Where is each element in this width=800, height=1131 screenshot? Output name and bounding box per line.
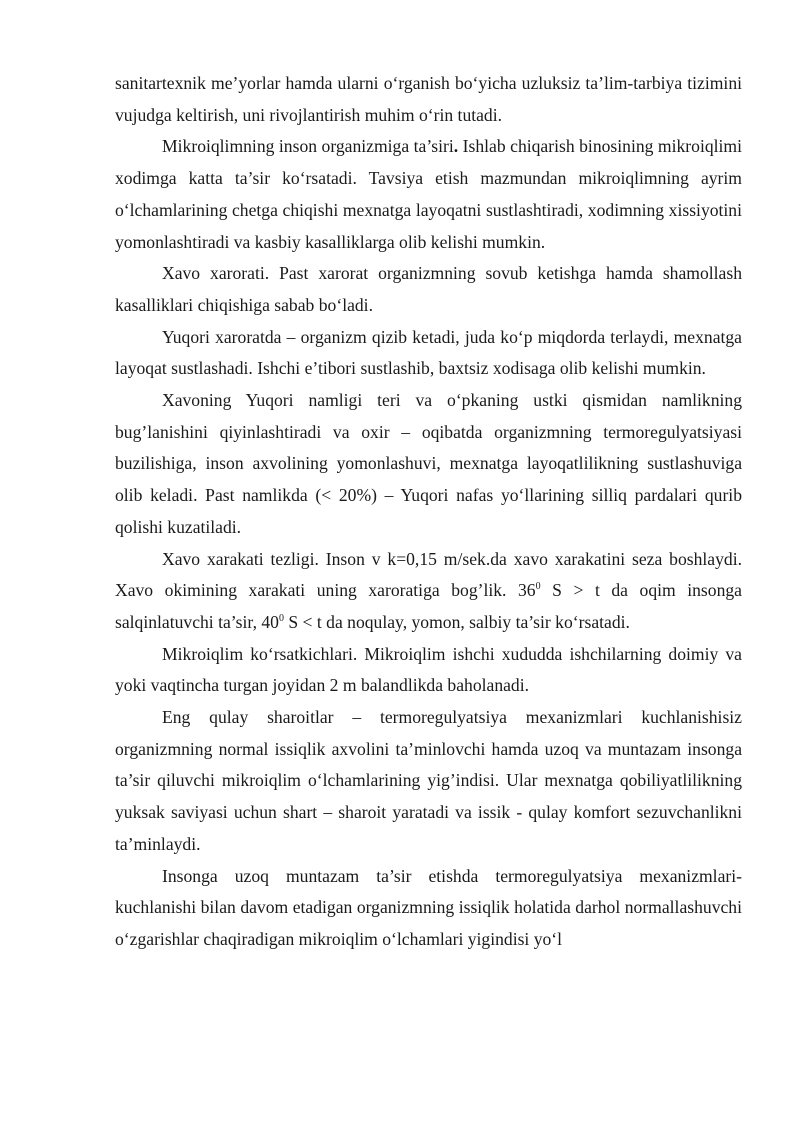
degree-superscript-1: 0 xyxy=(535,581,541,593)
paragraph-optimal-conditions: Eng qulay sharoitlar – termoregulyatsiya mexanizmlari kuchlanishisiz organizmning normal issiqlik axvolini ta’minlovchi hamda uzoq va muntazam insonga ta’sir qiluvchi mikroiqlim o‘lchamlarining yig’indisi. Ular mexnatga qobiliyatlilikning yuksak saviyasi uchun shart – sharoit yaratadi va issik - qulay komfort sezuvchanlikni ta’minlaydi. xyxy=(115,707,742,854)
paragraph-air-humidity: Xavoning Yuqori namligi teri va o‘pkaning ustki qismidan namlikning bug’lanishini qiyinlashtiradi va oxir – oqibatda organizmning termoregulyatsiyasi buzilishiga, inson axvolining yomonlashuvi, mexnatga layoqatlilikning sustlashuviga olib keladi. Past namlikda (< 20%) – Yuqori nafas yo‘llarining silliq pardalari qurib qolishi kuzatiladi. xyxy=(115,390,742,537)
document-page xyxy=(115,68,742,956)
paragraph-microclimate-effect xyxy=(115,131,742,258)
paragraph-permissible-conditions: Insonga uzoq muntazam ta’sir etishda termoregulyatsiya mexanizmlari-kuchlanishi bilan davom etadigan organizmning issiqlik holatida darhol normallashuvchi o‘zgarishlar chaqiradigan mikroiqlim o‘lchamlari yigindisi yo‘l xyxy=(115,865,742,949)
degree-superscript-2: 0 xyxy=(278,612,284,624)
air-velocity-text-c: S < t da noqulay, yomon, salbiy ta’sir ko‘rsatadi. xyxy=(283,611,630,632)
air-velocity-text-a: Xavo xarakati tezligi. Inson v k=0,15 m/sek.da xavo xarakatini seza boshlaydi. Xavo okimining xarakati uning xaroratiga bog’lik. 36 xyxy=(115,548,742,601)
air-velocity-text-b: S > t da oqim insonga salqinlatuvchi ta’sir, 40 xyxy=(115,580,742,632)
paragraph-intro-continuation: sanitartexnik me’yorlar hamda ularni o‘rganish bo‘yicha uzluksiz ta’lim-tarbiya tizimini vujudga keltirish, uni rivojlantirish muhim o‘rin tutadi. xyxy=(115,73,742,125)
section-heading-microclimate-effect: Mikroiqlimning inson organizmiga ta’siri xyxy=(162,136,454,157)
paragraph-air-temperature: Xavo xarorati. Past xarorat organizmning sovub ketishga hamda shamollash kasalliklari chiqishiga sabab bo‘ladi. xyxy=(115,263,742,315)
paragraph-microclimate-indicators: Mikroiqlim ko‘rsatkichlari. Mikroiqlim ishchi xududda ishchilarning doimiy va yoki vaqtincha turgan joyidan 2 m balandlikda baholanadi. xyxy=(115,643,742,696)
paragraph-air-velocity xyxy=(115,544,742,639)
paragraph-microclimate-effect-text: Ishlab chiqarish binosining mikroiqlimi xodimga katta ta’sir ko‘rsatadi. Tavsiya etish mazmundan mikroiqlimning ayrim o‘lchamlarining chetga chiqishi mexnatga layoqatni sustlashtiradi, xodimning xissiyotini yomonlashtiradi va kasbiy kasalliklarga olib kelishi mumkin. xyxy=(115,136,742,252)
heading-period: . xyxy=(453,136,459,157)
paragraph-high-temperature: Yuqori xaroratda – organizm qizib ketadi, juda ko‘p miqdorda terlaydi, mexnatga layoqat sustlashadi. Ishchi e’tibori sustlashib, baxtsiz xodisaga olib kelishi mumkin. xyxy=(115,326,742,379)
